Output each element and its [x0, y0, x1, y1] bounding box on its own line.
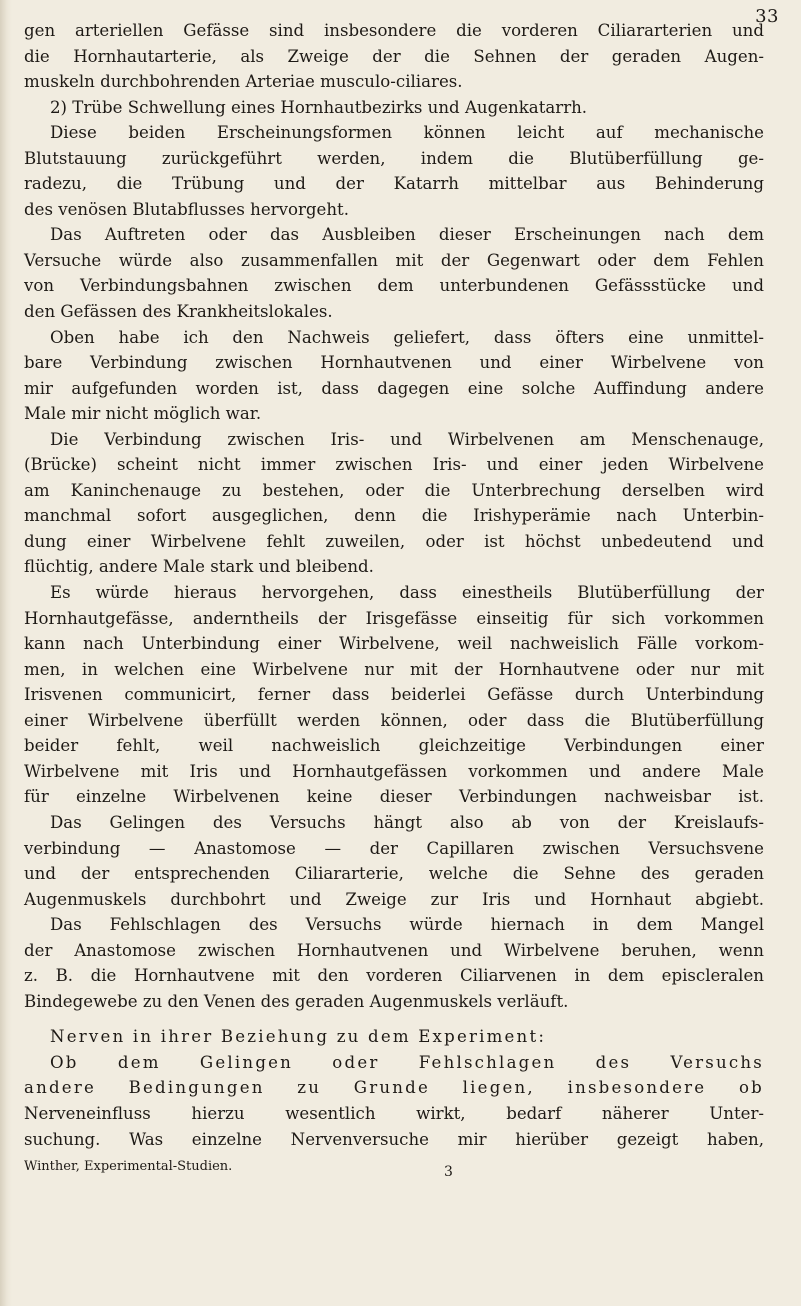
section-heading: 2) Trübe Schwellung eines Hornhautbezirks und Augenkatarrh. — [50, 97, 588, 117]
text-line: Nerveneinfluss hierzu wesentlich wirkt, bedarf näherer Unter- — [24, 1103, 764, 1123]
text-line: mir aufgefunden worden ist, dass dagegen eine solche Auffindung andere — [24, 378, 764, 398]
text-line: der Anastomose zwischen Hornhautvenen und Wirbelvene beruhen, wenn — [24, 940, 764, 960]
text-line: Die Verbindung zwischen Iris- und Wirbelvenen am Menschenauge, — [50, 429, 764, 449]
text-line: am Kaninchenauge zu bestehen, oder die Unterbrechung derselben wird — [24, 480, 764, 500]
text-line: Ob dem Gelingen oder Fehlschlagen des Versuchs — [50, 1052, 764, 1072]
text-line: Diese beiden Erscheinungsformen können leicht auf mechanische — [50, 123, 764, 143]
text-line: die Hornhautarterie, als Zweige der die Sehnen der geraden Augen- — [24, 46, 764, 66]
page-edge-shadow — [0, 0, 12, 1306]
text-line: andere Bedingungen zu Grunde liegen, insbesondere ob — [24, 1078, 764, 1098]
text-line: des venösen Blutabflusses hervorgeht. — [24, 199, 349, 219]
text-line: Es würde hieraus hervorgehen, dass einestheils Blutüberfüllung der — [50, 583, 764, 603]
text-line: men, in welchen eine Wirbelvene nur mit der Hornhautvene oder nur mit — [24, 659, 764, 679]
text-line: Male mir nicht möglich war. — [24, 404, 262, 424]
text-line: einer Wirbelvene überfüllt werden können, oder dass die Blutüberfüllung — [24, 710, 764, 730]
text-line: muskeln durchbohrenden Arteriae musculo-ciliares. — [24, 72, 463, 92]
text-line: (Brücke) scheint nicht immer zwischen Iris- und einer jeden Wirbelvene — [24, 455, 764, 475]
text-line: Augenmuskels durchbohrt und Zweige zur Iris und Hornhaut abgiebt. — [24, 889, 764, 909]
text-line: Hornhautgefässe, anderntheils der Irisgefässe einseitig für sich vorkommen — [24, 608, 764, 628]
text-line: beider fehlt, weil nachweislich gleichzeitige Verbindungen einer — [24, 736, 764, 756]
text-line: und der entsprechenden Ciliararterie, welche die Sehne des geraden — [24, 864, 764, 884]
text-line: Oben habe ich den Nachweis geliefert, dass öfters eine unmittel- — [50, 327, 764, 347]
text-line: Versuche würde also zusammenfallen mit der Gegenwart oder dem Fehlen — [24, 250, 764, 270]
section-gap — [24, 1014, 764, 1024]
page-footer — [24, 1152, 764, 1181]
page-number: 33 — [755, 6, 779, 27]
text-line: Das Fehlschlagen des Versuchs würde hiernach in dem Mangel — [50, 915, 764, 935]
text-line: Irisvenen communicirt, ferner dass beiderlei Gefässe durch Unterbindung — [24, 685, 764, 705]
text-line: bare Verbindung zwischen Hornhautvenen und einer Wirbelvene von — [24, 353, 764, 373]
text-line: z. B. die Hornhautvene mit den vorderen Ciliarvenen in dem episcleralen — [24, 966, 764, 986]
text-line: Bindegewebe zu den Venen des geraden Augenmuskels verläuft. — [24, 991, 569, 1011]
text-line: Blutstauung zurückgeführt werden, indem die Blutüberfüllung ge- — [24, 148, 764, 168]
text-line: kann nach Unterbindung einer Wirbelvene, weil nachweislich Fälle vorkom- — [24, 634, 764, 654]
text-line: von Verbindungsbahnen zwischen dem unterbundenen Gefässstücke und — [24, 276, 764, 296]
text-line: für einzelne Wirbelvenen keine dieser Verbindungen nachweisbar ist. — [24, 787, 764, 807]
text-line: Wirbelvene mit Iris und Hornhautgefässen vorkommen und andere Male — [24, 761, 764, 781]
signature-mark: 3 — [444, 1164, 453, 1181]
text-line: suchung. Was einzelne Nervenversuche mir hierüber gezeigt haben, — [24, 1129, 764, 1149]
text-line: radezu, die Trübung und der Katarrh mittelbar aus Behinderung — [24, 174, 764, 194]
section-heading: Nerven in ihrer Beziehung zu dem Experiment: — [50, 1027, 547, 1047]
text-line: Das Gelingen des Versuchs hängt also ab von der Kreislaufs- — [50, 812, 764, 832]
text-line: dung einer Wirbelvene fehlt zuweilen, oder ist höchst unbedeutend und — [24, 531, 764, 551]
text-line: flüchtig, andere Male stark und bleibend. — [24, 557, 374, 577]
text-line: Das Auftreten oder das Ausbleiben dieser Erscheinungen nach dem — [50, 225, 764, 245]
text-line: manchmal sofort ausgeglichen, denn die Irishyperämie nach Unterbin- — [24, 506, 764, 526]
text-line: verbindung — Anastomose — der Capillaren zwischen Versuchsvene — [24, 838, 764, 858]
text-line: gen arteriellen Gefässe sind insbesondere die vorderen Ciliararterien und — [24, 21, 764, 40]
text-line: den Gefässen des Krankheitslokales. — [24, 302, 333, 322]
body-text — [24, 18, 764, 1181]
footer-source: Winther, Experimental-Studien. — [24, 1159, 233, 1175]
